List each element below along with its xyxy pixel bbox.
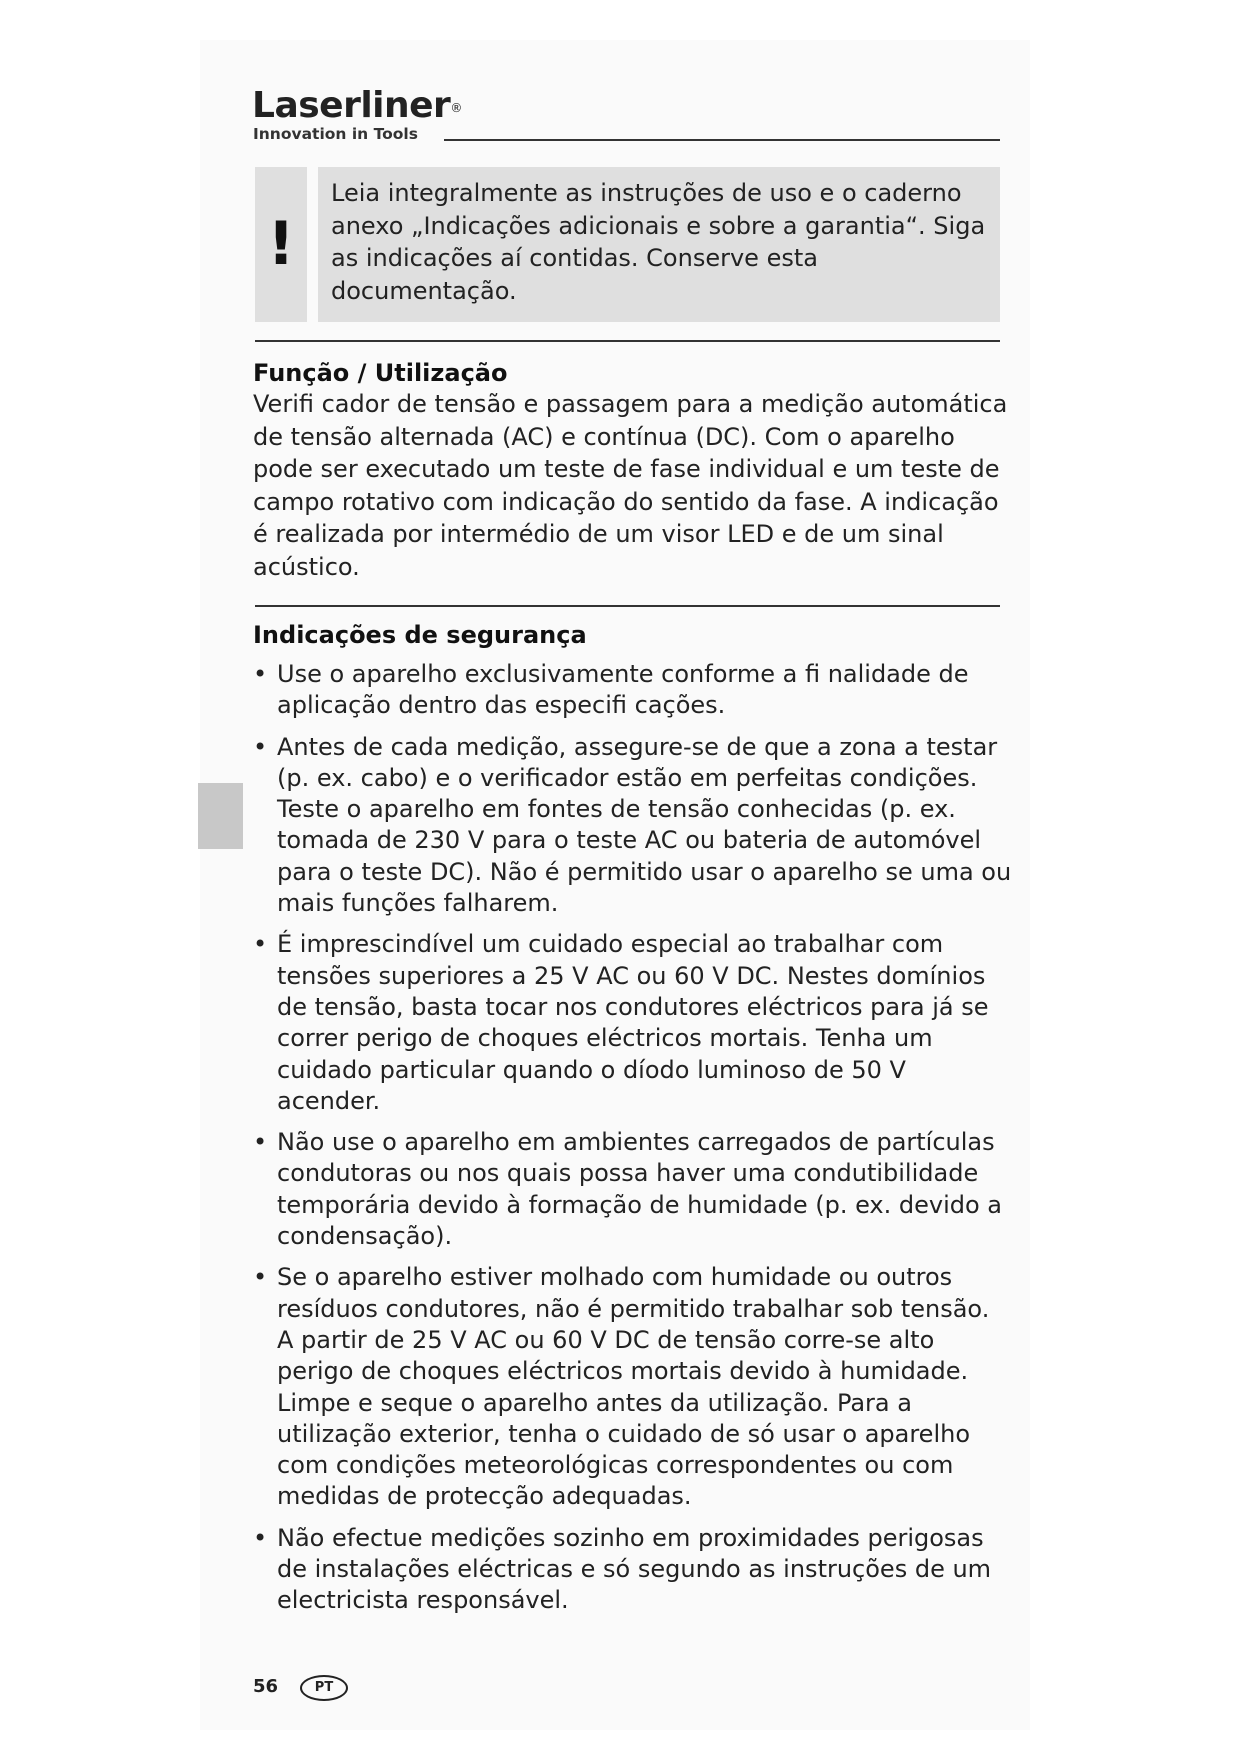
section-divider [255, 340, 1000, 342]
list-item: • Se o aparelho estiver molhado com humidade ou outros resíduos condutores, não é permitido trabalhar sob tensão. A partir de 25 V AC ou 60 V DC de tensão corre-se alto perigo de choques eléctricos mortais devido à humidade. Limpe e seque o aparelho antes da utilização. Para a utilização exterior, tenha o cuidado de só usar o aparelho com condições meteorológicas correspondentes ou com medidas de protecção adequadas. [253, 1263, 990, 1511]
brand-logo: Laserliner® [252, 85, 462, 126]
safety-list [253, 659, 1013, 1627]
page-header [252, 86, 1000, 146]
language-badge: PT [300, 1675, 348, 1701]
list-item: • Antes de cada medição, assegure-se de que a zona a testar (p. ex. cabo) e o verificador estão em perfeitas condições. Teste o aparelho em fontes de tensão conhecidas (p. ex. tomada de 230 V para o teste AC ou bateria de automóvel para o teste DC). Não é permitido usar o aparelho se uma ou mais funções falharem. [253, 732, 1012, 918]
list-item: • Não efectue medições sozinho em proximidades perigosas de instalações eléctricas e só segundo as instruções de um electricista responsável. [253, 1523, 992, 1615]
section-divider [255, 605, 1000, 607]
list-item: • Use o aparelho exclusivamente conforme a fi nalidade de aplicação dentro das especifi cações. [253, 660, 969, 720]
list-item: • É imprescindível um cuidado especial ao trabalhar com tensões superiores a 25 V AC ou 60 V DC. Nestes domínios de tensão, basta tocar nos condutores eléctricos para já se correr perigo de choques eléctricos mortais. Tenha um cuidado particular quando o díodo luminoso de 50 V acender. [253, 930, 989, 1115]
safety-heading: Indicações de segurança [253, 621, 587, 649]
side-tab-marker [198, 783, 243, 849]
function-heading: Função / Utilização [253, 359, 508, 387]
warning-icon: ! [255, 167, 307, 322]
header-divider [444, 139, 1000, 141]
list-item: • Não use o aparelho em ambientes carregados de partículas condutoras ou nos quais possa haver uma condutibilidade temporária devido à formação de humidade (p. ex. devido a condensação). [253, 1128, 1003, 1251]
function-body: Verifi cador de tensão e passagem para a medição automática de tensão alternada (AC) e contínua (DC). Com o aparelho pode ser executado um teste de fase individual e um teste de campo rotativo com indicação do sentido da fase. A indicação é realizada por intermédio de um visor LED e de um sinal acústico. [253, 390, 1008, 581]
brand-tagline: Innovation in Tools [253, 125, 418, 143]
notice-text: Leia integralmente as instruções de uso e o caderno anexo „Indicações adicionais e sobre a garantia“. Siga as indicações aí contidas. Conserve esta documentação. [331, 179, 986, 305]
page-number: 56 [253, 1676, 279, 1697]
